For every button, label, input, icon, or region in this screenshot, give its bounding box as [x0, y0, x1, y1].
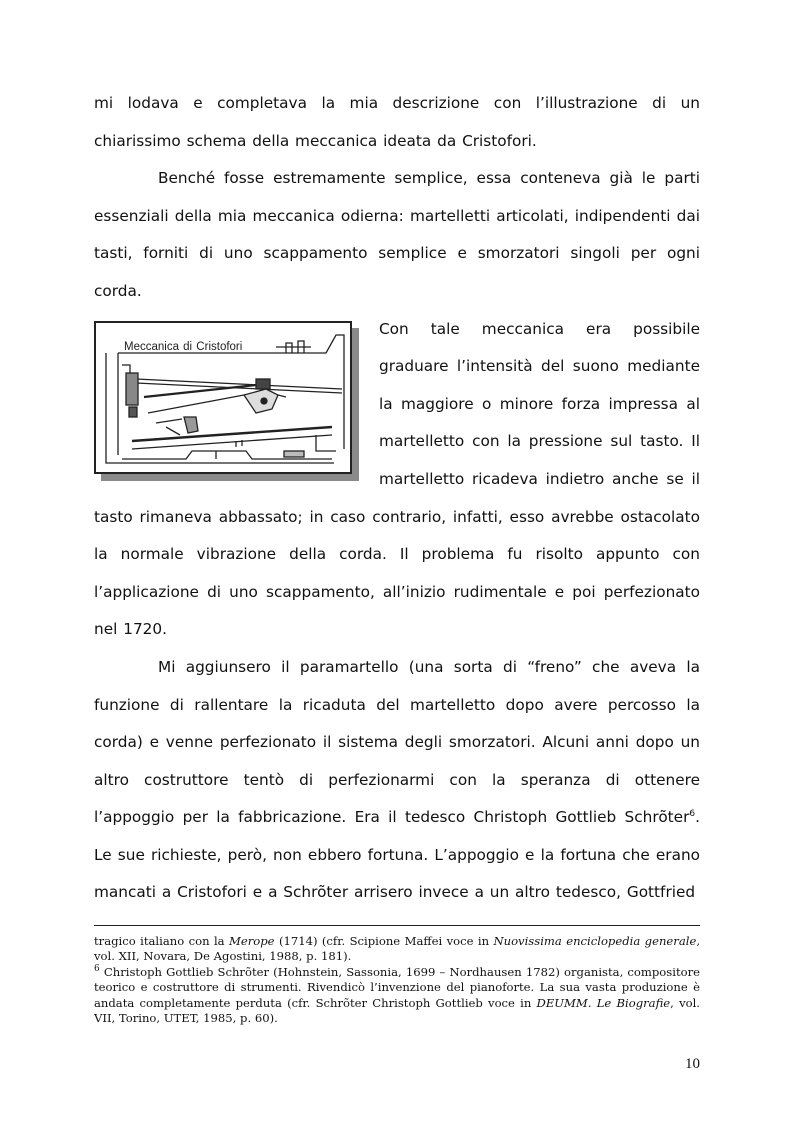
footnote-6-end: , vol. VII, Torino, UTET, 1985, p. 60).: [94, 995, 700, 1026]
paragraph-4-text-a: Mi aggiunsero il paramartello (una sorta di “freno” che aveva la funzione di rallentare la ricaduta del martelletto dopo avere percosso la corda) e venne perfezionato il sistema degli smorzatori. Alcuni anni dopo un altro costruttore tentò di perfezionarmi con la speranza di ottenere l’appoggio per la fabbricazione. Era il tedesco Christoph Gottlieb Schrõter: [94, 657, 700, 827]
footnote-ref-6[interactable]: 6: [689, 809, 696, 820]
footnote-cont-title: Merope: [228, 934, 275, 948]
paragraph-4: [94, 649, 700, 912]
cristofori-mechanism-figure: [94, 321, 352, 474]
footnote-separator: [94, 925, 700, 926]
footnote-cont-text-1: tragico italiano con la: [94, 934, 229, 948]
footnote-cont-text-2: (1714) (cfr. Scipione Maffei voce in: [274, 934, 494, 948]
footnote-continuation: [94, 934, 700, 965]
paragraph-3-text: Con tale meccanica era possibile graduare l’intensità del suono mediante la maggiore o minore forza impressa al martelletto con la pressione sul tasto. Il martelletto ricadeva indietro anche se il tasto rimaneva abbassato; in caso contrario, infatti, esso avrebbe ostacolato la normale vibrazione della corda. Il problema fu risolto appunto con l’applicazione di uno scappamento, all’inizio rudimentale e poi perfezionato nel 1720.: [94, 319, 700, 639]
paragraph-1: mi lodava e completava la mia descrizione con l’illustrazione di un chiarissimo schema della meccanica ideata da Cristofori.: [94, 94, 700, 150]
piano-action-diagram: [96, 323, 350, 472]
footnotes: [94, 934, 700, 1026]
footnote-6-text: Christoph Gottlieb Schrõter (Hohnstein, Sassonia, 1699 – Nordhausen 1782) organista, compositore teorico e costruttore di strumenti. Rivendicò l’invenzione del pianoforte. La sua vasta produzione è andata completamente perduta (cfr. Schrõter Christoph Gottlieb voce in: [94, 964, 700, 1010]
footnote-6: [94, 965, 700, 1027]
paragraph-2: Benché fosse estremamente semplice, essa conteneva già le parti essenziali della mia meccanica odierna: martelletti articolati, indipendenti dai tasti, forniti di uno scappamento semplice e smorzatori singoli per ogni corda.: [94, 169, 700, 300]
footnote-cont-source: Nuovissima enciclopedia generale: [493, 934, 697, 948]
footnote-cont-text-3: , vol. XII, Novara, De Agostini, 1988, p. 181).: [94, 934, 700, 964]
paragraph-3: [94, 311, 700, 649]
footnote-6-source: DEUMM. Le Biografie: [536, 995, 671, 1010]
figure-container: [94, 321, 359, 481]
page-number: 10: [685, 1056, 700, 1072]
footnote-6-number: 6: [94, 963, 100, 974]
paragraph-4-text-b: . Le sue richieste, però, non ebbero fortuna. L’appoggio e la fortuna che erano mancati a Cristofori e a Schrõter arrisero invece a un altro tedesco, Gottfried: [94, 808, 700, 902]
figure-title: Meccanica di Cristofori: [124, 340, 243, 353]
body-text: [94, 85, 700, 912]
